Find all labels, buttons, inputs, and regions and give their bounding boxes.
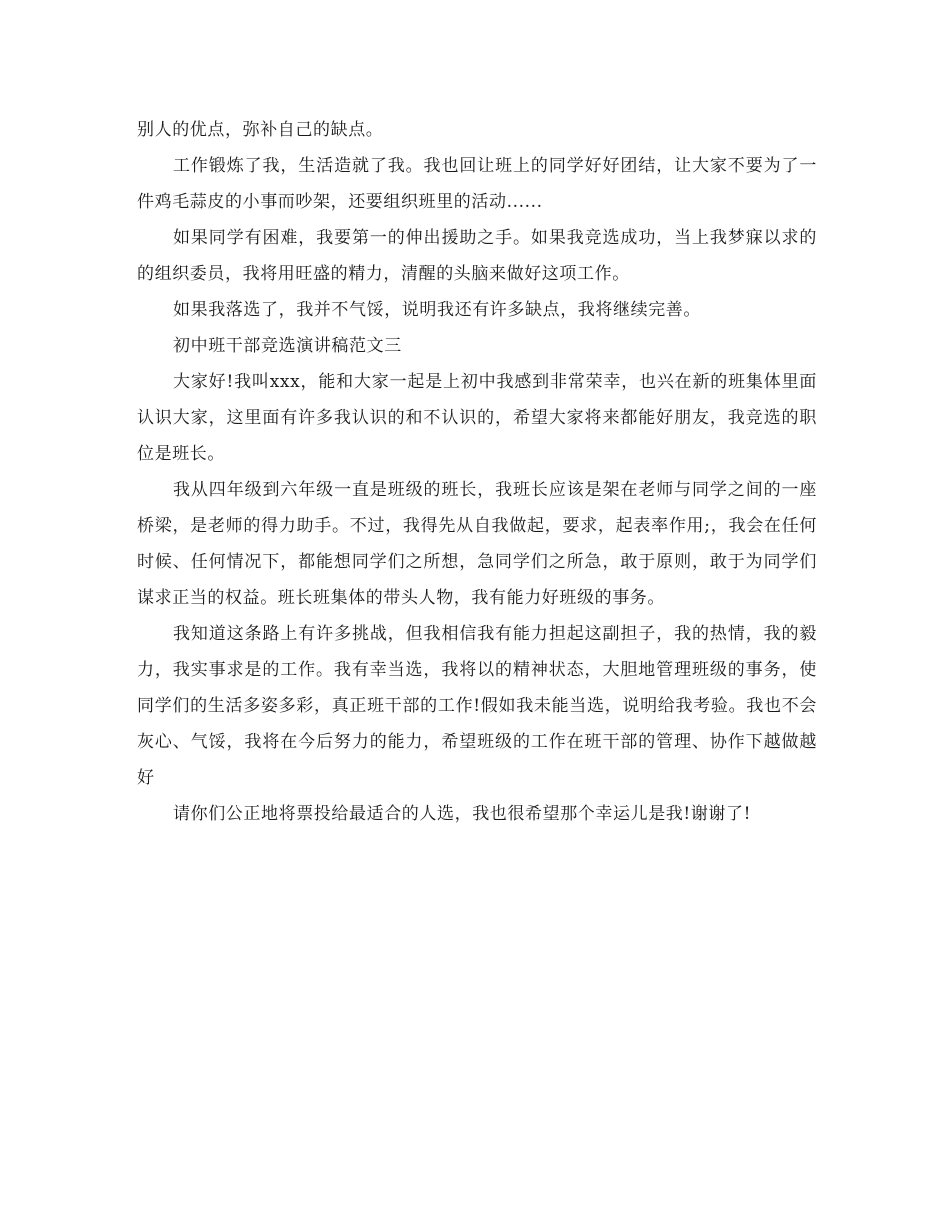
paragraph-closing: 请你们公正地将票投给最适合的人选，我也很希望那个幸运儿是我!谢谢了! [173,804,752,824]
section-heading: 初中班干部竞选演讲稿范文三 [173,336,402,356]
paragraph-greeting: 大家好!我叫xxx，能和大家一起是上初中我感到非常荣幸，也兴在新的班集体里面认识大家，这里面有许多我认识的和不认识的，希望大家将来都能好朋友，我竞选的职位是班长。 [137,372,817,464]
document-body [137,112,817,832]
paragraph-challenges: 我知道这条路上有许多挑战，但我相信我有能力担起这副担子，我的热情，我的毅力，我实事求是的工作。我有幸当选，我将以的精神状态，大胆地管理班级的事务，使同学们的生活多姿多彩，真正班干部的工作!假如我未能当选，说明给我考验。我也不会灰心、气馁，我将在今后努力的能力，希望班级的工作在班干部的管理、协作下越做越好 [137,624,817,788]
paragraph-work-experience: 工作锻炼了我，生活造就了我。我也回让班上的同学好好团结，让大家不要为了一件鸡毛蒜皮的小事而吵架，还要组织班里的活动...... [137,156,817,212]
paragraph-continuation: 别人的优点，弥补自己的缺点。 [137,120,384,140]
paragraph-if-not-elected: 如果我落选了，我并不气馁，说明我还有许多缺点，我将继续完善。 [173,300,701,320]
paragraph-monitor-experience: 我从四年级到六年级一直是班级的班长，我班长应该是架在老师与同学之间的一座桥梁，是老师的得力助手。不过，我得先从自我做起，要求，起表率作用;，我会在任何时候、任何情况下，都能想同学们之所想，急同学们之所急，敢于原则，敢于为同学们谋求正当的权益。班长班集体的带头人物，我有能力好班级的事务。 [137,480,817,608]
paragraph-help-classmates: 如果同学有困难，我要第一的伸出援助之手。如果我竞选成功，当上我梦寐以求的的组织委员，我将用旺盛的精力，清醒的头脑来做好这项工作。 [137,228,817,284]
